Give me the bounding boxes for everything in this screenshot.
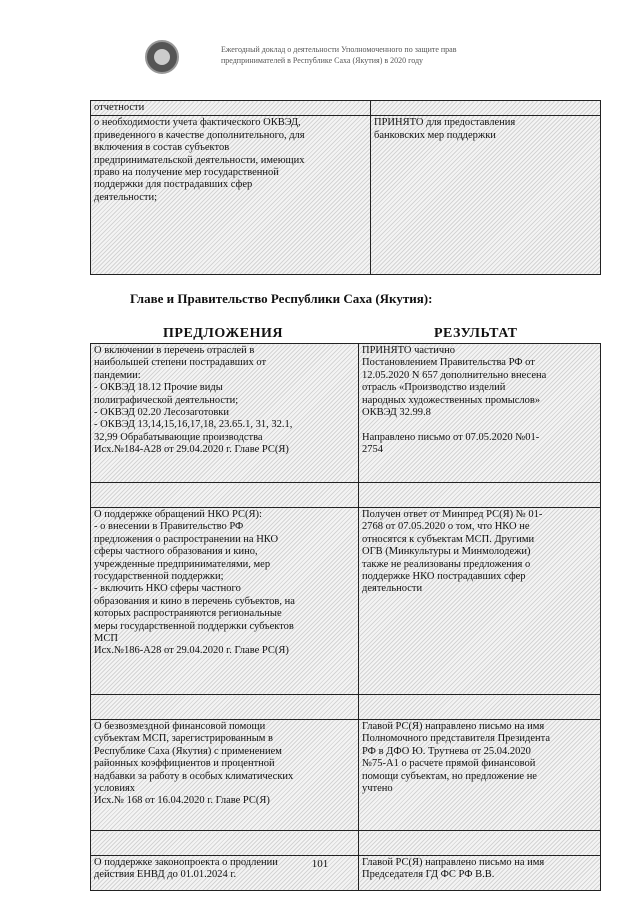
cell-text-line: предпринимательской деятельности, имеющих bbox=[94, 154, 305, 166]
proposal-cell bbox=[91, 344, 359, 483]
cell-text-line: государственной поддержки; bbox=[94, 571, 224, 583]
cell-text-line: МСП bbox=[94, 633, 118, 645]
cell-text-line: Полномочного представителя Президента bbox=[362, 733, 550, 745]
cell-text-line: субъектам МСП, зарегистрированным в bbox=[94, 733, 273, 745]
cell-text-line: относятся к субъектам МСП. Другими bbox=[362, 533, 535, 545]
emblem-logo bbox=[145, 40, 179, 74]
recommendations-table bbox=[90, 100, 601, 275]
table-row-spacer bbox=[91, 695, 601, 720]
page-header bbox=[145, 40, 605, 80]
cell-text-line: 2768 от 07.05.2020 о том, что НКО не bbox=[362, 521, 530, 533]
table-row bbox=[91, 344, 601, 483]
cell-text-line: помощи субъектам, но предложение не bbox=[362, 770, 537, 782]
header-line-2: предпринимателей в Республике Саха (Якутия) в 2020 году bbox=[221, 56, 424, 65]
table-cell-right bbox=[371, 101, 601, 116]
result-cell bbox=[359, 720, 601, 831]
cell-text-line: Республике Саха (Якутия) с применением bbox=[94, 745, 282, 757]
table-row bbox=[91, 508, 601, 695]
cell-text-line: приведенного в качестве дополнительного, для bbox=[94, 129, 305, 141]
header-text bbox=[221, 44, 581, 66]
table-cell-left bbox=[91, 116, 371, 275]
table-cell-right bbox=[371, 116, 601, 275]
proposals-table bbox=[90, 343, 601, 891]
cell-text-line: 12.05.2020 N 657 дополнительно внесена bbox=[362, 369, 547, 381]
cell-text-line: районных коэффициентов и процентной bbox=[94, 758, 275, 770]
column-header-results: РЕЗУЛЬТАТ bbox=[434, 326, 518, 341]
cell-text-line: Направлено письмо от 07.05.2020 №01- bbox=[362, 431, 540, 443]
cell-text-line: 32,99 Обрабатывающие производства bbox=[94, 431, 263, 443]
cell-text-line: 2754 bbox=[362, 444, 383, 456]
cell-text-line: учрежденные предпринимателями, мер bbox=[94, 558, 271, 570]
cell-text-line: народных художественных промыслов» bbox=[362, 394, 541, 406]
cell-text-line: учтено bbox=[362, 783, 393, 795]
cell-text-line: поддержки для пострадавших сфер bbox=[94, 179, 253, 191]
cell-text-line: Главой РС(Я) направлено письмо на имя bbox=[362, 857, 545, 868]
table-row bbox=[91, 720, 601, 831]
proposal-cell bbox=[91, 508, 359, 695]
result-cell bbox=[359, 344, 601, 483]
cell-text-line: деятельности; bbox=[94, 191, 158, 203]
cell-text-line: Исх.№186-А28 от 29.04.2020 г. Главе РС(Я) bbox=[94, 645, 289, 657]
cell-text-line: Исх.№184-А28 от 29.04.2020 г. Главе РС(Я) bbox=[94, 444, 289, 456]
cell-text-line: Главой РС(Я) направлено письмо на имя bbox=[362, 721, 545, 732]
cell-text-line: ПРИНЯТО для предоставления bbox=[374, 117, 516, 129]
cell-text-line: банковских мер поддержки bbox=[374, 129, 496, 141]
spacer-cell bbox=[359, 831, 601, 856]
cell-text-line: - ОКВЭД 13,14,15,16,17,18, 23.65.1, 31, 32.1, bbox=[94, 419, 293, 431]
cell-text-line: отрасль «Производство изделий bbox=[362, 382, 506, 394]
cell-text-line: наибольшей степени пострадавших от bbox=[94, 357, 267, 369]
spacer-cell bbox=[91, 483, 359, 508]
cell-text-line: №75-А1 о расчете прямой финансовой bbox=[362, 758, 536, 770]
cell-text-line: предложения о распространении на НКО bbox=[94, 533, 279, 545]
proposal-cell bbox=[91, 720, 359, 831]
cell-text-line: - ОКВЭД 02.20 Лесозаготовки bbox=[94, 407, 230, 419]
cell-text-line: надбавки за работу в особых климатических bbox=[94, 770, 294, 782]
cell-text-line: полиграфической деятельности; bbox=[94, 394, 239, 406]
cell-text-line bbox=[374, 102, 597, 114]
page-number: 101 bbox=[311, 858, 329, 870]
cell-text-line: - ОКВЭД 18.12 Прочие виды bbox=[94, 382, 223, 394]
cell-text-line: О безвозмездной финансовой помощи bbox=[94, 721, 266, 732]
cell-text-line: Постановлением Правительства РФ от bbox=[362, 357, 535, 369]
cell-text-line: право на получение мер государственной bbox=[94, 167, 279, 179]
cell-text-line: также не реализованы предложения о bbox=[362, 558, 531, 570]
cell-text-line: ОКВЭД 32.99.8 bbox=[362, 407, 431, 419]
spacer-cell bbox=[91, 831, 359, 856]
spacer-cell bbox=[359, 483, 601, 508]
cell-text-line: О поддержке законопроекта о продлении bbox=[94, 857, 278, 868]
cell-text-line: деятельности bbox=[362, 583, 423, 595]
cell-text-line bbox=[362, 419, 597, 431]
cell-text-line: ОГВ (Минкультуры и Минмолодежи) bbox=[362, 546, 531, 558]
cell-text-line: о необходимости учета фактического ОКВЭД, bbox=[94, 117, 301, 129]
cell-text-line: условиях bbox=[94, 783, 136, 795]
cell-text-line: сферы частного образования и кино, bbox=[94, 546, 258, 558]
cell-text-line: РФ в ДФО Ю. Трутнева от 25.04.2020 bbox=[362, 745, 531, 757]
cell-text-line: образования и кино в перечень субъектов, на bbox=[94, 595, 295, 607]
cell-text-line: - включить НКО сферы частного bbox=[94, 583, 241, 595]
cell-text-line: ПРИНЯТО частично bbox=[362, 345, 456, 356]
spacer-cell bbox=[91, 695, 359, 720]
cell-text-line: которых распространяются региональные bbox=[94, 608, 282, 620]
table-row bbox=[91, 116, 601, 275]
section-heading: Главе и Правительство Республики Саха (Якутия): bbox=[130, 291, 433, 306]
column-header-proposals: ПРЕДЛОЖЕНИЯ bbox=[163, 326, 283, 341]
spacer-cell bbox=[359, 695, 601, 720]
cell-text-line: Исх.№ 168 от 16.04.2020 г. Главе РС(Я) bbox=[94, 795, 270, 807]
result-cell bbox=[359, 508, 601, 695]
table-row-spacer bbox=[91, 483, 601, 508]
cell-text-line: действия ЕНВД до 01.01.2024 г. bbox=[94, 869, 237, 881]
cell-text-line: отчетности bbox=[94, 102, 145, 113]
cell-text-line: Председателя ГД ФС РФ В.В. bbox=[362, 869, 495, 881]
cell-text-line: - о внесении в Правительство РФ bbox=[94, 521, 244, 533]
table-row-spacer bbox=[91, 831, 601, 856]
cell-text-line: включения в состав субъектов bbox=[94, 142, 230, 154]
table-cell-left bbox=[91, 101, 371, 116]
cell-text-line: Получен ответ от Минпред РС(Я) № 01- bbox=[362, 509, 543, 520]
cell-text-line: О включении в перечень отраслей в bbox=[94, 345, 255, 356]
cell-text-line: меры государственной поддержки субъектов bbox=[94, 620, 294, 632]
cell-text-line: пандемии: bbox=[94, 369, 141, 381]
header-line-1: Ежегодный доклад о деятельности Уполномоченного по защите прав bbox=[221, 45, 457, 54]
table-row bbox=[91, 101, 601, 116]
cell-text-line: поддержке НКО пострадавших сфер bbox=[362, 571, 526, 583]
cell-text-line: О поддержке обращений НКО РС(Я): bbox=[94, 509, 262, 520]
